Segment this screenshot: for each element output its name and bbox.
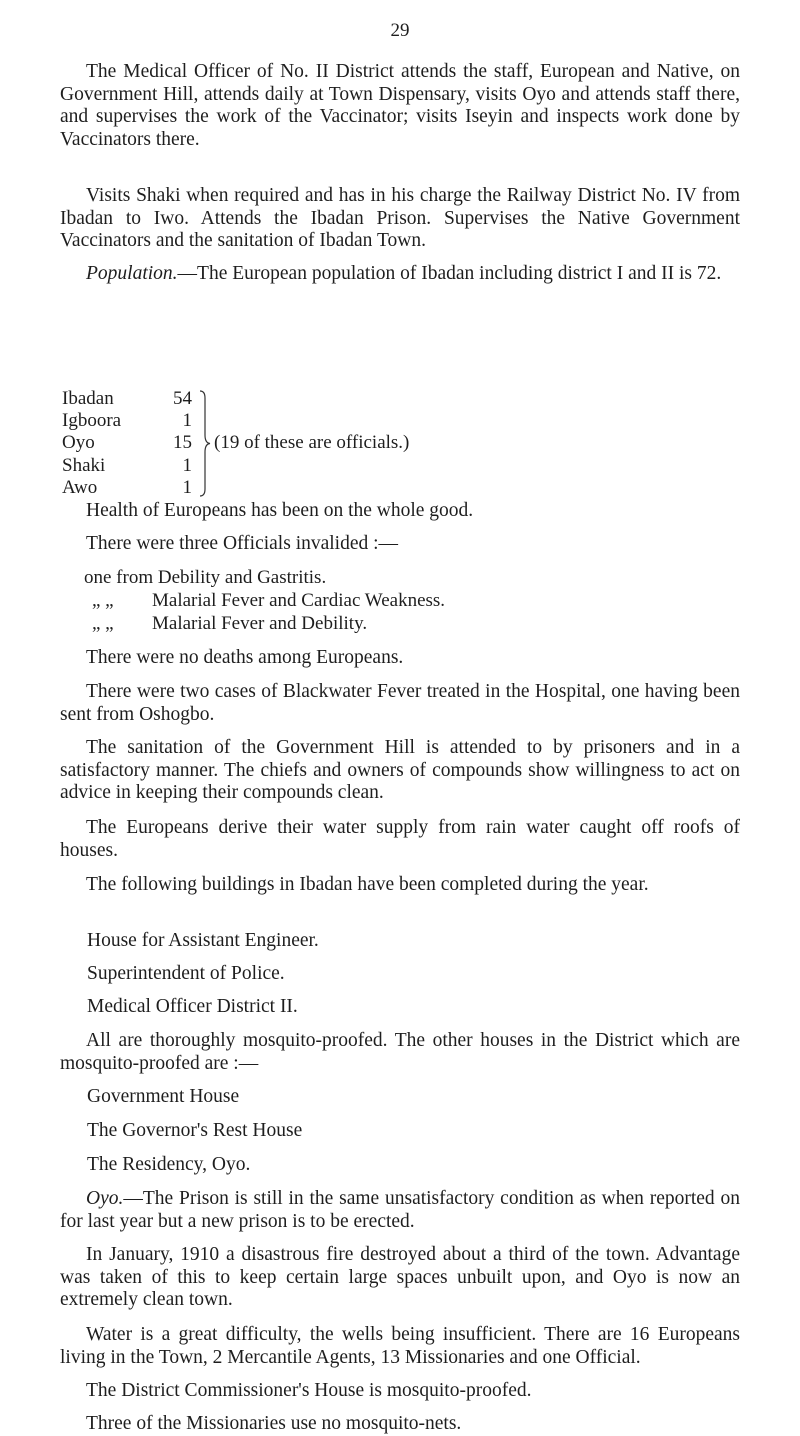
paragraph-population bbox=[60, 263, 740, 286]
population-place: Awo bbox=[62, 476, 98, 498]
population-text: —The European population of Ibadan including district I and II is 72. bbox=[177, 263, 722, 284]
paragraph-buildings-intro: The following buildings in Ibadan have been completed during the year. bbox=[86, 874, 649, 895]
population-count: 54 bbox=[173, 388, 192, 409]
oyo-text: —The Prison is still in the same unsatisfactory condition as when reported on for last year but a new prison is to be erected. bbox=[60, 1188, 740, 1232]
paragraph-sanitation: The sanitation of the Government Hill is attended to by prisoners and in a satisfactory manner. The chiefs and owners of compounds show willingness to act on advice in keeping their compounds clean. bbox=[60, 737, 740, 803]
proofed-house-item: The Residency, Oyo. bbox=[87, 1154, 251, 1175]
population-place: Oyo bbox=[62, 432, 95, 454]
invalided-item bbox=[84, 613, 367, 635]
population-row bbox=[62, 455, 622, 477]
population-row bbox=[62, 410, 622, 432]
paragraph-mosquito-proofed: All are thoroughly mosquito-proofed. The other houses in the District which are mosquito-proofed are :— bbox=[60, 1030, 740, 1074]
ditto-marks: „ „ bbox=[92, 590, 114, 611]
population-row bbox=[62, 388, 622, 410]
population-count: 1 bbox=[182, 476, 192, 498]
paragraph-deaths: There were no deaths among Europeans. bbox=[86, 647, 404, 668]
population-heading: Population. bbox=[86, 263, 178, 284]
building-item: House for Assistant Engineer. bbox=[87, 930, 319, 951]
invalided-text: Malarial Fever and Debility. bbox=[152, 613, 368, 634]
population-table bbox=[62, 388, 622, 499]
population-row bbox=[62, 477, 622, 499]
population-place: Shaki bbox=[62, 454, 106, 476]
invalided-text: one from Debility and Gastritis. bbox=[84, 567, 327, 588]
proofed-house-item: The Governor's Rest House bbox=[87, 1120, 303, 1141]
right-brace-icon bbox=[198, 388, 212, 499]
population-officials-note: (19 of these are officials.) bbox=[214, 432, 410, 453]
population-place: Ibadan bbox=[62, 388, 114, 409]
ditto-marks: „ „ bbox=[92, 613, 114, 634]
paragraph-shaki-visits: Visits Shaki when required and has in his charge the Railway District No. IV from Ibadan to Iwo. Attends the Ibadan Prison. Supervises the Native Government Vaccinators and the sanitation of Ibadan Town. bbox=[60, 185, 740, 251]
paragraph-blackwater: There were two cases of Blackwater Fever treated in the Hospital, one having been sent from Oshogbo. bbox=[60, 681, 740, 725]
paragraph-invalided-intro: There were three Officials invalided :— bbox=[86, 533, 399, 554]
proofed-house-item: Government House bbox=[87, 1086, 240, 1107]
paragraph-oyo-prison bbox=[60, 1188, 740, 1233]
invalided-item bbox=[84, 567, 326, 589]
paragraph-medical-officer-duties: The Medical Officer of No. II District attends the staff, European and Native, on Government Hill, attends daily at Town Dispensary, visits Oyo and attends staff there, and supervises the work of the Vaccinator; visits Iseyin and inspects work done by Vaccinators there. bbox=[60, 61, 740, 150]
page-number: 29 bbox=[390, 20, 410, 41]
building-item: Medical Officer District II. bbox=[87, 996, 298, 1017]
invalided-text: Malarial Fever and Cardiac Weakness. bbox=[152, 590, 446, 611]
paragraph-missionaries: Three of the Missionaries use no mosquito-nets. bbox=[86, 1413, 462, 1434]
population-count: 15 bbox=[173, 432, 192, 454]
population-count: 1 bbox=[182, 410, 192, 432]
paragraph-water-supply: The Europeans derive their water supply from rain water caught off roofs of houses. bbox=[60, 817, 740, 861]
invalided-item bbox=[84, 590, 445, 612]
oyo-heading: Oyo. bbox=[86, 1188, 124, 1209]
paragraph-fire: In January, 1910 a disastrous fire destroyed about a third of the town. Advantage was taken of this to keep certain large spaces unbuilt upon, and Oyo is now an extremely clean town. bbox=[60, 1244, 740, 1310]
paragraph-health: Health of Europeans has been on the whole good. bbox=[86, 500, 474, 521]
paragraph-commissioner-house: The District Commissioner's House is mosquito-proofed. bbox=[86, 1380, 532, 1401]
population-place: Igboora bbox=[62, 410, 122, 432]
paragraph-wells: Water is a great difficulty, the wells being insufficient. There are 16 Europeans living in the Town, 2 Mercantile Agents, 13 Missionaries and one Official. bbox=[60, 1324, 740, 1368]
population-count: 1 bbox=[182, 454, 192, 476]
building-item: Superintendent of Police. bbox=[87, 963, 285, 984]
